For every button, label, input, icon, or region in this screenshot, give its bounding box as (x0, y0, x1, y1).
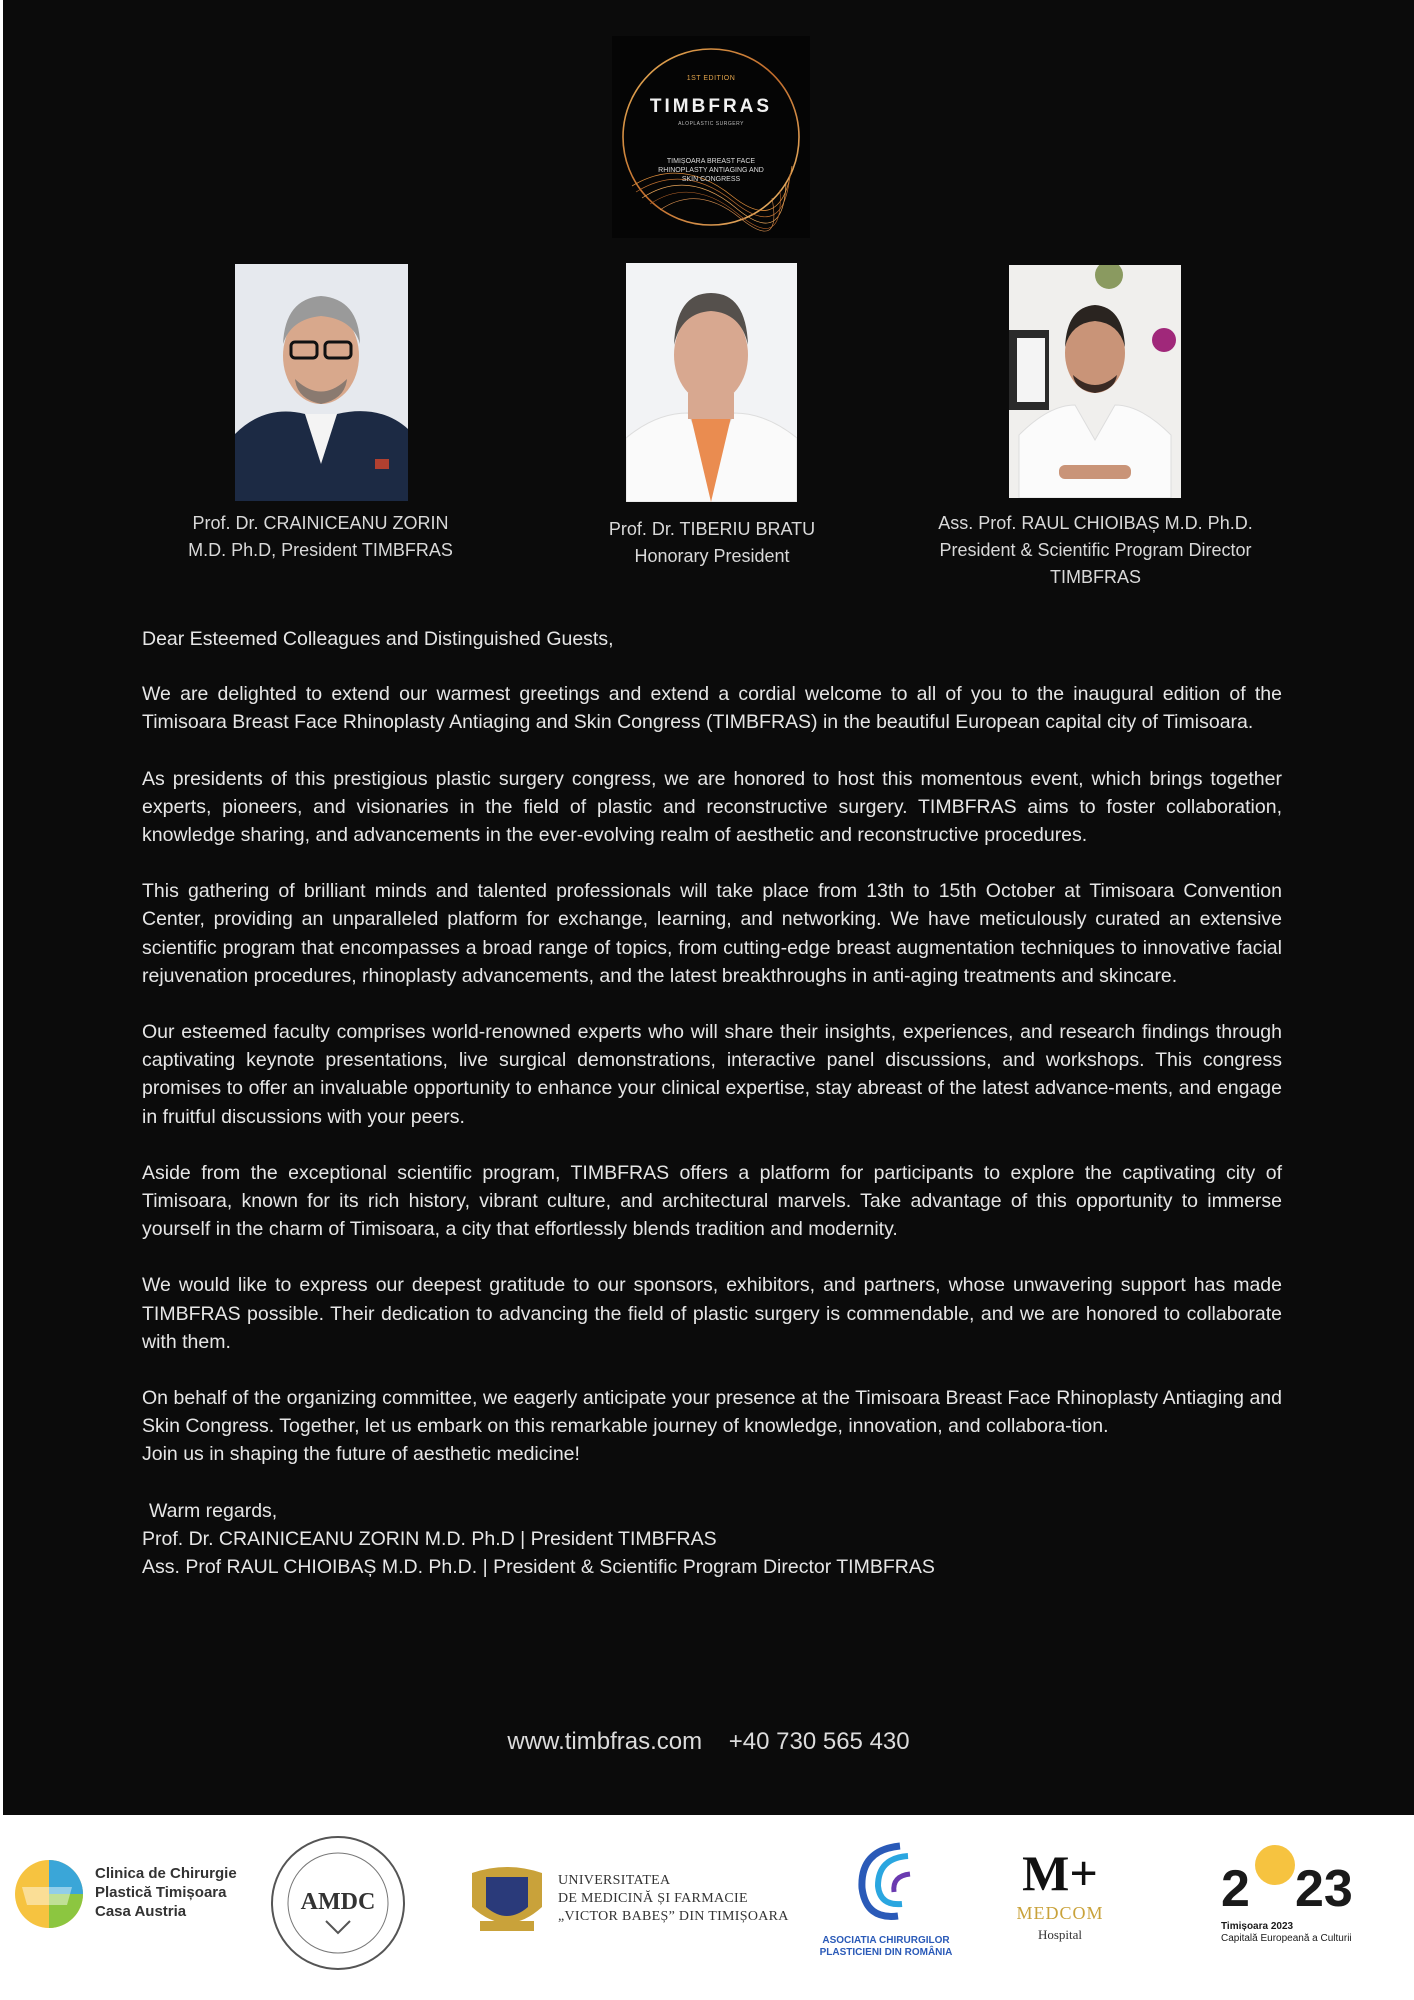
letter-page (3, 0, 1414, 1815)
year-right: 23 (1295, 1860, 1353, 1918)
paragraph: On behalf of the organizing committee, we eagerly anticipate your presence at the Timisoara Breast Face Rhinoplasty Antiaging and Skin Congress. Together, let us embark on this remarkable journey of knowledge, innovation, and collabora-tion. (142, 1387, 1282, 1438)
medcom-logo (1005, 1845, 1115, 1955)
caption-chioibas (918, 510, 1273, 591)
caption-name: Prof. Dr. CRAINICEANU ZORIN (192, 513, 449, 533)
logo-description: TIMIȘOARA BREAST FACE RHINOPLASTY ANTIAGING AND SKIN CONGRESS (658, 158, 764, 183)
caption-org: TIMBFRAS (1049, 567, 1141, 587)
medcom-mark: M+ (1022, 1845, 1098, 1901)
capital-line2: Capitală Europeană a Culturii (1221, 1933, 1352, 1944)
signature-block (142, 1497, 1282, 1582)
caption-name: Prof. Dr. TIBERIU BRATU (608, 519, 816, 539)
website-link[interactable]: www.timbfras.com (507, 1728, 703, 1755)
paragraph: We are delighted to extend our warmest greetings and extend a cordial welcome to all of you to the inaugural edition of the Timisoara Breast Face Rhinoplasty Antiaging and Skin Congress (TIMBFRAS) in the beautiful European capital city of Timisoara. (142, 683, 1282, 734)
caption-role: Honorary President (634, 546, 790, 566)
medcom-name: MEDCOM (1016, 1903, 1104, 1923)
timisoara-2023-logo (1215, 1845, 1395, 1955)
ascpr-name: ASOCIATIA CHIRURGILOR PLASTICIENI DIN ROMÂNIA (819, 1935, 953, 1958)
caption-role: M.D. Ph.D, President TIMBFRAS (188, 540, 453, 560)
signatory-1: Prof. Dr. CRAINICEANU ZORIN M.D. Ph.D | President TIMBFRAS (142, 1527, 717, 1550)
amdc-label: AMDC (300, 1889, 376, 1915)
logo-edition: 1ST EDITION (686, 75, 736, 82)
clinic-name: Clinica de Chirurgie Plastică Timișoara Casa Austria (95, 1865, 237, 1920)
ascpr-logo-icon (850, 1840, 920, 1930)
sponsor-strip (0, 1815, 1414, 2000)
caption-crainiceanu (153, 510, 488, 564)
portrait-chioibas (1009, 265, 1181, 498)
logo-ring-graphic (612, 36, 810, 238)
amdc-seal (270, 1835, 406, 1971)
contact-line (3, 1728, 1414, 1756)
closing: Warm regards, (149, 1499, 278, 1522)
umf-name: UNIVERSITATEA DE MEDICINĂ ȘI FARMACIE „VICTOR BABEȘ” DIN TIMIȘOARA (558, 1873, 789, 1924)
caption-bratu (563, 516, 861, 570)
paragraph: Aside from the exceptional scientific program, TIMBFRAS offers a platform for participants to explore the captivating city of Timisoara, known for its rich history, vibrant culture, and architectural marvels. Take advantage of this opportunity to immerse yourself in the charm of Timisoara, a city that effortlessly blends tradition and modernity. (142, 1161, 1282, 1241)
call-to-action: Join us in shaping the future of aesthetic medicine! (142, 1443, 580, 1466)
logo-subtitle: ALOPLASTIC SURGERY (678, 121, 744, 127)
sun-icon (1255, 1845, 1295, 1885)
umf-crest-icon (466, 1863, 548, 1935)
year-left: 2 (1221, 1860, 1250, 1918)
timbfras-logo (612, 36, 810, 238)
welcome-letter (142, 625, 1282, 1581)
logo-title: TIMBFRAS (649, 96, 773, 117)
paragraph: As presidents of this prestigious plastic surgery congress, we are honored to host this momentous event, which brings together experts, pioneers, and visionaries in the field of plastic and reconstructive surgery. TIMBFRAS aims to foster collaboration, knowledge sharing, and advancements in the ever-evolving realm of aesthetic and reconstructive procedures. (142, 767, 1282, 847)
caption-role: President & Scientific Program Director (939, 540, 1252, 560)
caption-name: Ass. Prof. RAUL CHIOIBAȘ M.D. Ph.D. (938, 513, 1253, 533)
clinic-logo-icon (12, 1857, 87, 1932)
greeting: Dear Esteemed Colleagues and Distinguished Guests, (142, 628, 614, 650)
phone-number: +40 730 565 430 (728, 1728, 910, 1755)
paragraph: Our esteemed faculty comprises world-renowned experts who will share their insights, experiences, and research findings through captivating keynote presentations, live surgical demonstrations, interactive panel discussions, and workshops. This congress promises to offer an invaluable opportunity to enhance your clinical expertise, stay abreast of the latest advance-ments, and engage in fruitful discussions with your peers. (142, 1021, 1282, 1128)
paragraph: This gathering of brilliant minds and talented professionals will take place from 13th to 15th October at Timisoara Convention Center, providing an unparalleled platform for exchange, learning, and networking. We have meticulously curated an extensive scientific program that encompasses a broad range of topics, from cutting-edge breast augmentation techniques to innovative facial rejuvenation procedures, rhinoplasty advancements, and the latest breakthroughs in anti-aging treatments and skincare. (142, 880, 1282, 987)
signatory-2: Ass. Prof RAUL CHIOIBAȘ M.D. Ph.D. | President & Scientific Program Director TIMBFRAS (142, 1556, 935, 1579)
paragraph: We would like to express our deepest gratitude to our sponsors, exhibitors, and partners, whose unwavering support has made TIMBFRAS possible. Their dedication to advancing the field of plastic surgery is commendable, and we are honored to collaborate with them. (142, 1274, 1282, 1353)
medcom-hospital: Hospital (1037, 1927, 1083, 1942)
portrait-crainiceanu (235, 264, 408, 501)
portrait-bratu (626, 263, 797, 502)
capital-line1: Timișoara 2023 (1221, 1921, 1294, 1932)
